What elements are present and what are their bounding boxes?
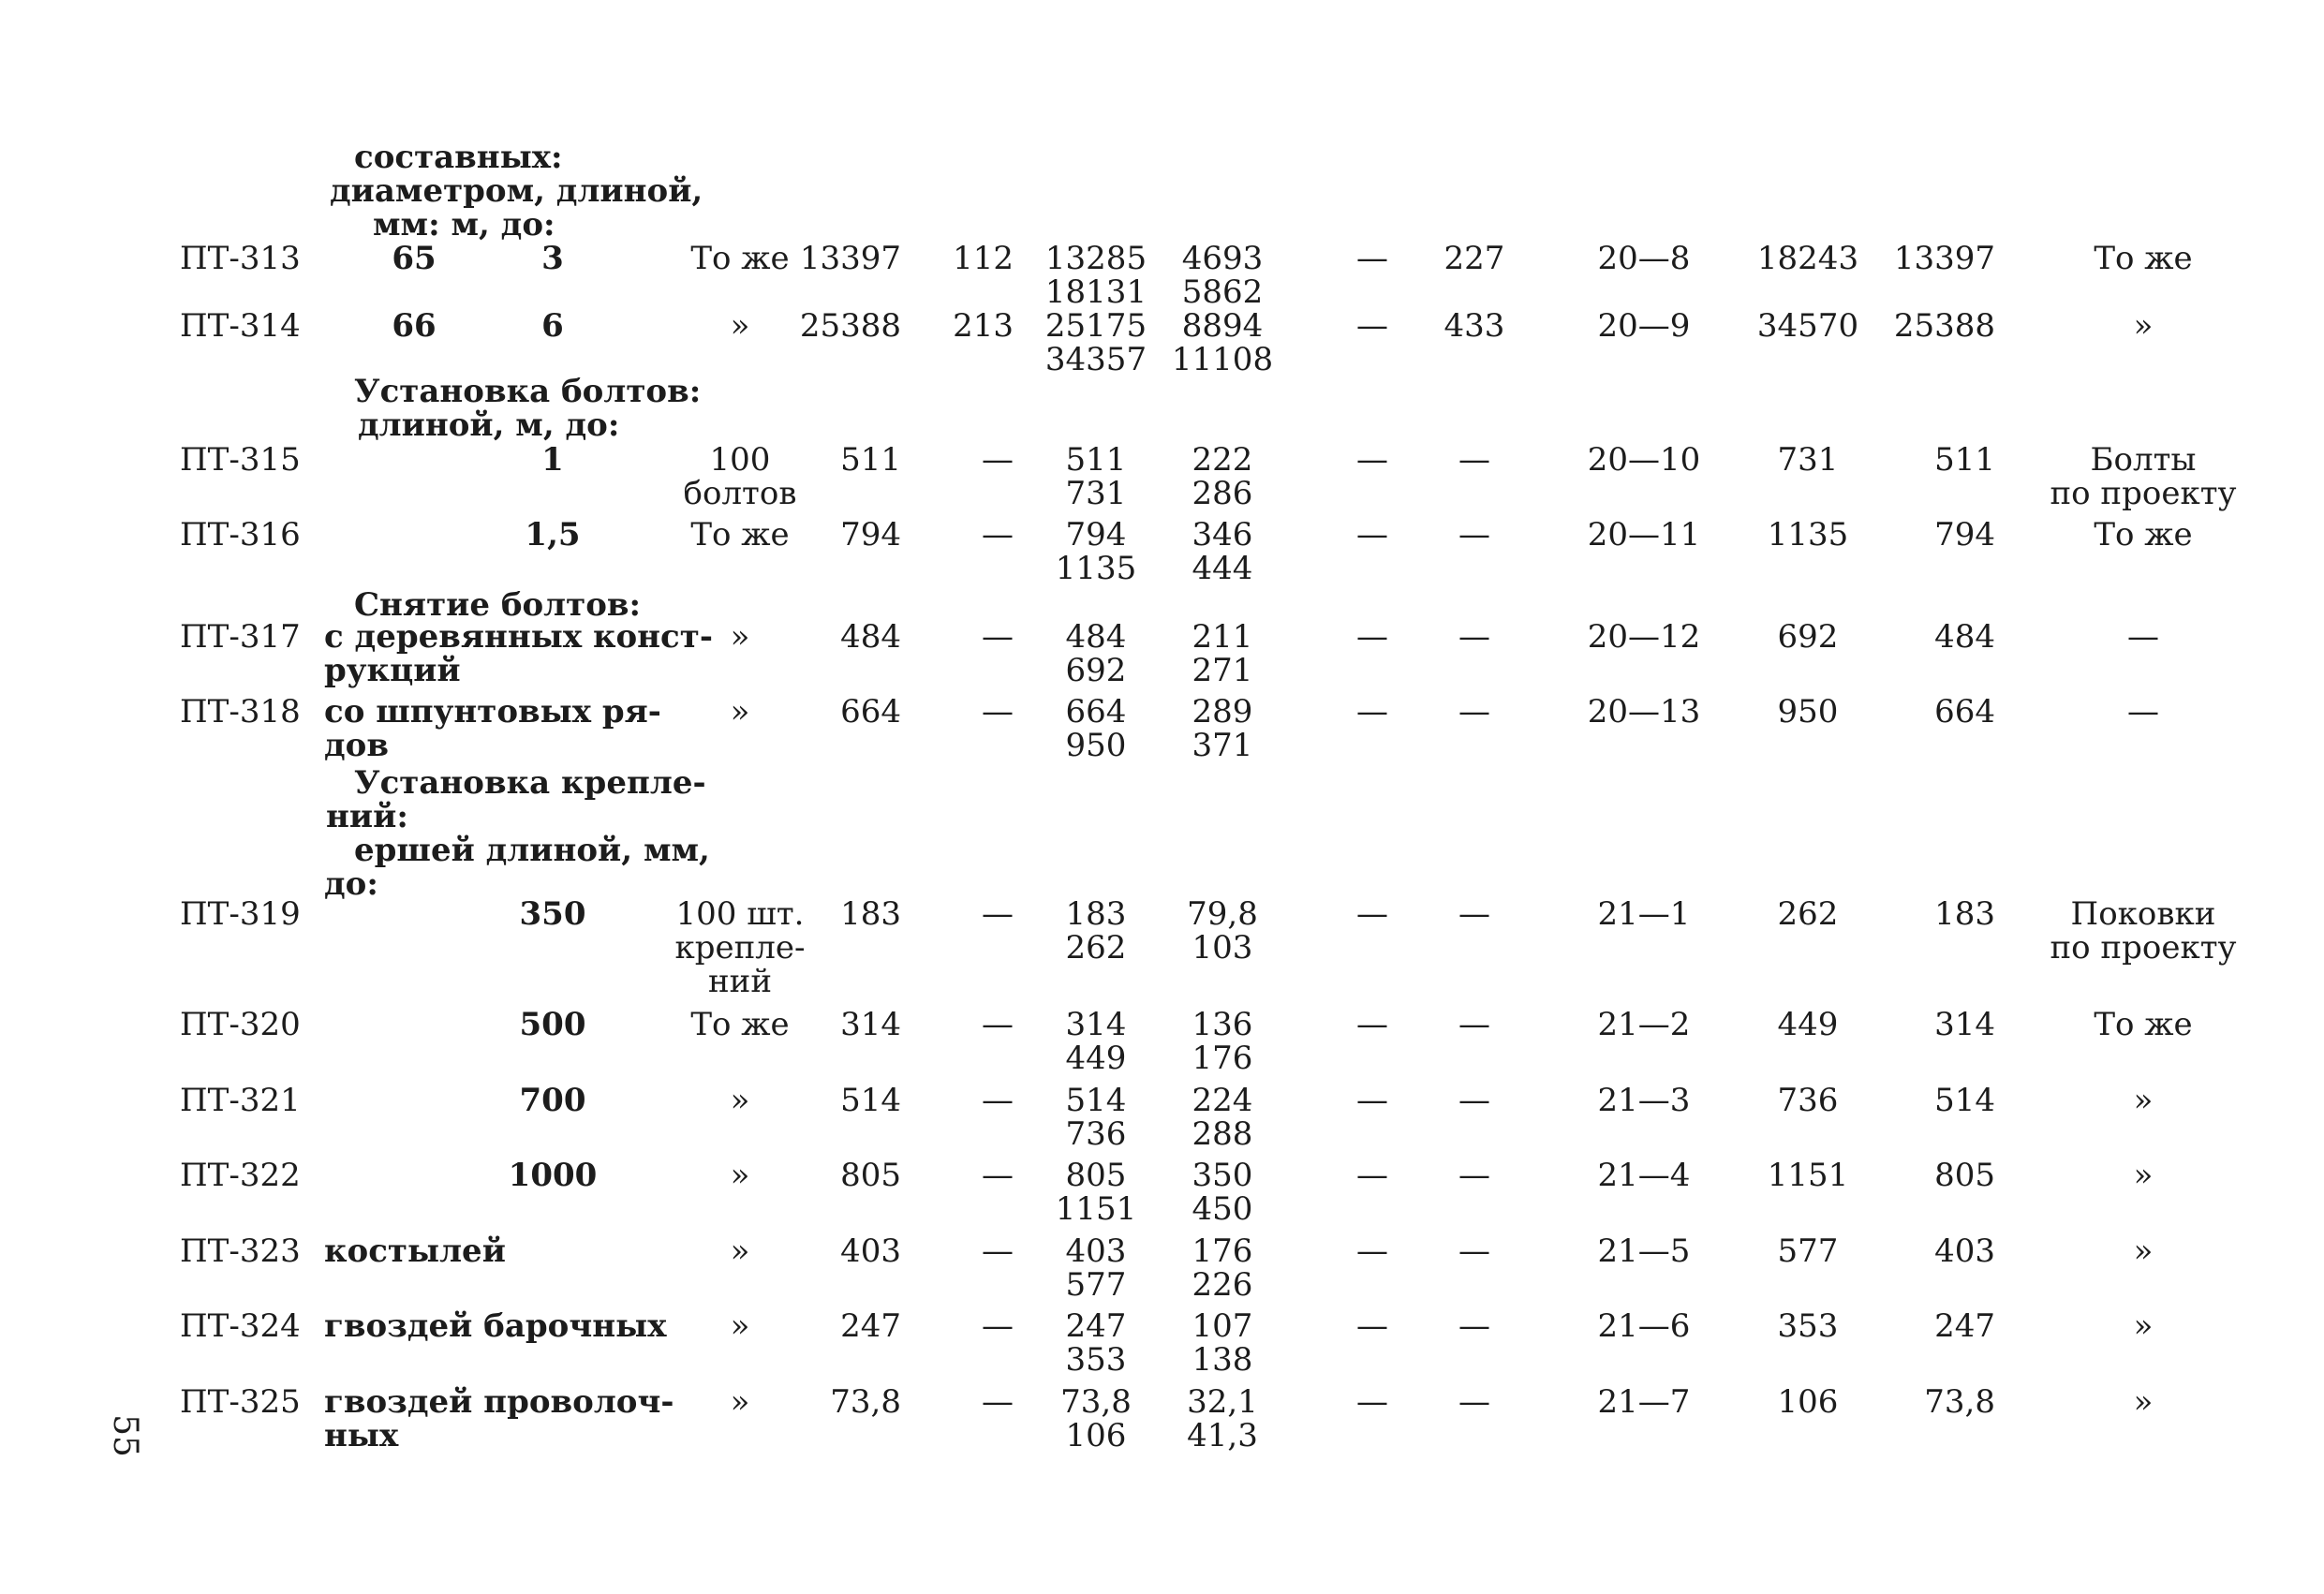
row-description: костылей <box>324 1232 506 1270</box>
size-value: 1 <box>541 441 564 479</box>
value-cell-v7: 449 <box>1777 1006 1839 1043</box>
row-code: ПТ-317 <box>180 618 301 656</box>
note-cell: — <box>2127 618 2159 656</box>
size-value: 500 <box>519 1006 586 1043</box>
value-cell-v4: 41,3 <box>1187 1417 1258 1454</box>
row-description: гвоздей барочных <box>324 1307 667 1345</box>
value-cell-v6: — <box>1458 1383 1490 1421</box>
value-cell-v4: 286 <box>1192 475 1253 512</box>
value-cell-v1: 314 <box>840 1006 901 1043</box>
value-cell-v3: 34357 <box>1044 341 1147 378</box>
value-cell-v2: — <box>982 618 1014 656</box>
value-cell-v8: 247 <box>1934 1307 1995 1345</box>
row-code: ПТ-313 <box>180 240 301 277</box>
value-cell-v8: 183 <box>1934 895 1995 933</box>
value-cell-v3: 731 <box>1065 475 1127 512</box>
value-cell-v5: — <box>1356 516 1388 553</box>
note-cell: » <box>2133 1232 2154 1270</box>
value-cell-v1: 13397 <box>799 240 901 277</box>
value-cell-v4: 271 <box>1192 652 1253 689</box>
value-cell-v8: 13397 <box>1893 240 1995 277</box>
note-cell: — <box>2127 693 2159 731</box>
value-cell-v7: 18243 <box>1756 240 1859 277</box>
value-cell-v4: 5862 <box>1181 273 1264 311</box>
unit-cell: » <box>730 1157 750 1194</box>
value-cell-v6: — <box>1458 1082 1490 1119</box>
note-cell: » <box>2133 1157 2154 1194</box>
unit-cell: » <box>730 1307 750 1345</box>
row-code: ПТ-325 <box>180 1383 301 1421</box>
unit-cell: То же <box>690 240 790 277</box>
value-cell-v3: 736 <box>1065 1115 1127 1153</box>
value-cell-v1: 183 <box>840 895 901 933</box>
value-cell-v8: 664 <box>1934 693 1995 731</box>
value-cell-v5: — <box>1356 441 1388 479</box>
value-cell-v4: 211 <box>1192 618 1253 656</box>
value-cell-v2: 213 <box>953 307 1014 345</box>
size-value: 1000 <box>508 1157 598 1194</box>
unit-cell: ний <box>708 963 772 1000</box>
value-cell-v6: — <box>1458 1006 1490 1043</box>
value-cell-v1: 794 <box>840 516 901 553</box>
note-cell: по проекту <box>2050 475 2237 512</box>
size-value: 350 <box>519 895 586 933</box>
value-cell-v5: — <box>1356 1006 1388 1043</box>
value-cell-ref: 21—2 <box>1597 1006 1691 1043</box>
value-cell-v5: — <box>1356 1232 1388 1270</box>
value-cell-v5: — <box>1356 307 1388 345</box>
value-cell-ref: 21—5 <box>1597 1232 1691 1270</box>
value-cell-v7: 577 <box>1777 1232 1839 1270</box>
value-cell-v8: 794 <box>1934 516 1995 553</box>
value-cell-v7: 1135 <box>1767 516 1849 553</box>
value-cell-v4: 289 <box>1192 693 1253 731</box>
value-cell-ref: 20—12 <box>1587 618 1701 656</box>
value-cell-v7: 950 <box>1777 693 1839 731</box>
row-description: со шпунтовых ря- <box>324 693 661 731</box>
section-header: до: <box>324 865 378 903</box>
value-cell-v1: 25388 <box>799 307 901 345</box>
value-cell-v2: 112 <box>953 240 1014 277</box>
value-cell-v4: 444 <box>1192 550 1253 587</box>
value-cell-v7: 731 <box>1777 441 1839 479</box>
value-cell-v6: 227 <box>1443 240 1505 277</box>
note-cell: » <box>2133 307 2154 345</box>
unit-cell: То же <box>690 1006 790 1043</box>
value-cell-v8: 314 <box>1934 1006 1995 1043</box>
value-cell-v3: 1135 <box>1055 550 1137 587</box>
value-cell-v4: 222 <box>1192 441 1253 479</box>
value-cell-v6: — <box>1458 516 1490 553</box>
note-cell: » <box>2133 1383 2154 1421</box>
row-description: гвоздей проволоч- <box>324 1383 674 1421</box>
value-cell-v5: — <box>1356 1307 1388 1345</box>
row-code: ПТ-316 <box>180 516 301 553</box>
row-code: ПТ-318 <box>180 693 301 731</box>
size-value: 6 <box>541 307 564 345</box>
value-cell-v2: — <box>982 895 1014 933</box>
unit-cell: » <box>730 1383 750 1421</box>
value-cell-v4: 32,1 <box>1187 1383 1258 1421</box>
value-cell-v1: 73,8 <box>830 1383 901 1421</box>
value-cell-v1: 514 <box>840 1082 901 1119</box>
value-cell-v4: 107 <box>1192 1307 1253 1345</box>
value-cell-v6: — <box>1458 441 1490 479</box>
value-cell-v5: — <box>1356 1383 1388 1421</box>
unit-cell: » <box>730 1082 750 1119</box>
value-cell-v2: — <box>982 1157 1014 1194</box>
row-code: ПТ-320 <box>180 1006 301 1043</box>
value-cell-v2: — <box>982 441 1014 479</box>
unit-cell: » <box>730 693 750 731</box>
row-code: ПТ-322 <box>180 1157 301 1194</box>
value-cell-v1: 484 <box>840 618 901 656</box>
value-cell-v6: — <box>1458 618 1490 656</box>
value-cell-v3: 484 <box>1065 618 1127 656</box>
value-cell-v3: 950 <box>1065 727 1127 764</box>
value-cell-v8: 484 <box>1934 618 1995 656</box>
size-value: 700 <box>519 1082 586 1119</box>
note-cell: по проекту <box>2050 929 2237 967</box>
value-cell-v4: 8894 <box>1181 307 1264 345</box>
value-cell-v3: 262 <box>1065 929 1127 967</box>
value-cell-v3: 664 <box>1065 693 1127 731</box>
section-header: ершей длиной, мм, <box>354 832 710 869</box>
value-cell-v6: — <box>1458 1157 1490 1194</box>
note-cell: Поковки <box>2070 895 2216 933</box>
value-cell-v4: 224 <box>1192 1082 1253 1119</box>
section-header: Установка крепле- <box>354 764 706 802</box>
value-cell-v3: 353 <box>1065 1341 1127 1379</box>
value-cell-ref: 21—4 <box>1597 1157 1691 1194</box>
value-cell-v3: 514 <box>1065 1082 1127 1119</box>
unit-cell: » <box>730 1232 750 1270</box>
value-cell-v4: 350 <box>1192 1157 1253 1194</box>
value-cell-v7: 692 <box>1777 618 1839 656</box>
unit-cell: болтов <box>683 475 797 512</box>
value-cell-v6: 433 <box>1443 307 1505 345</box>
value-cell-v6: — <box>1458 1307 1490 1345</box>
value-cell-v2: — <box>982 1082 1014 1119</box>
value-cell-v7: 353 <box>1777 1307 1839 1345</box>
value-cell-v8: 511 <box>1934 441 1995 479</box>
value-cell-v1: 511 <box>840 441 901 479</box>
value-cell-v3: 577 <box>1065 1266 1127 1304</box>
value-cell-v3: 794 <box>1065 516 1127 553</box>
note-cell: То же <box>2094 516 2193 553</box>
value-cell-v5: — <box>1356 895 1388 933</box>
value-cell-v3: 183 <box>1065 895 1127 933</box>
value-cell-v2: — <box>982 1006 1014 1043</box>
value-cell-v7: 262 <box>1777 895 1839 933</box>
value-cell-v2: — <box>982 693 1014 731</box>
value-cell-v1: 805 <box>840 1157 901 1194</box>
value-cell-ref: 21—7 <box>1597 1383 1691 1421</box>
value-cell-v4: 138 <box>1192 1341 1253 1379</box>
section-header: составных: <box>354 139 563 176</box>
value-cell-v4: 450 <box>1192 1190 1253 1228</box>
value-cell-v2: — <box>982 1232 1014 1270</box>
value-cell-v3: 692 <box>1065 652 1127 689</box>
value-cell-v6: — <box>1458 1232 1490 1270</box>
value-cell-v8: 805 <box>1934 1157 1995 1194</box>
value-cell-ref: 20—8 <box>1597 240 1691 277</box>
value-cell-v6: — <box>1458 693 1490 731</box>
value-cell-v5: — <box>1356 240 1388 277</box>
size-value: 3 <box>541 240 564 277</box>
section-header: ний: <box>326 798 408 835</box>
value-cell-v3: 13285 <box>1044 240 1147 277</box>
section-header: Снятие болтов: <box>354 586 642 624</box>
value-cell-v3: 106 <box>1065 1417 1127 1454</box>
value-cell-v3: 247 <box>1065 1307 1127 1345</box>
row-code: ПТ-324 <box>180 1307 301 1345</box>
value-cell-v8: 514 <box>1934 1082 1995 1119</box>
row-description: с деревянных конст- <box>324 618 713 656</box>
value-cell-ref: 20—11 <box>1587 516 1701 553</box>
value-cell-v4: 176 <box>1192 1040 1253 1077</box>
value-cell-v1: 664 <box>840 693 901 731</box>
note-cell: » <box>2133 1082 2154 1119</box>
value-cell-v8: 25388 <box>1893 307 1995 345</box>
value-cell-v2: — <box>982 1307 1014 1345</box>
section-header: диаметром, длиной, <box>330 172 703 210</box>
value-cell-ref: 20—10 <box>1587 441 1701 479</box>
section-header: Установка болтов: <box>354 373 702 410</box>
value-cell-v3: 314 <box>1065 1006 1127 1043</box>
row-code: ПТ-314 <box>180 307 301 345</box>
value-cell-v8: 403 <box>1934 1232 1995 1270</box>
value-cell-ref: 20—13 <box>1587 693 1701 731</box>
value-cell-v7: 106 <box>1777 1383 1839 1421</box>
unit-cell: » <box>730 307 750 345</box>
value-cell-v4: 136 <box>1192 1006 1253 1043</box>
note-cell: Болты <box>2090 441 2197 479</box>
diameter-value: 65 <box>392 240 437 277</box>
value-cell-v4: 288 <box>1192 1115 1253 1153</box>
value-cell-v6: — <box>1458 895 1490 933</box>
value-cell-v4: 176 <box>1192 1232 1253 1270</box>
value-cell-v3: 449 <box>1065 1040 1127 1077</box>
value-cell-v4: 346 <box>1192 516 1253 553</box>
value-cell-ref: 21—3 <box>1597 1082 1691 1119</box>
note-cell: » <box>2133 1307 2154 1345</box>
value-cell-v2: — <box>982 516 1014 553</box>
value-cell-ref: 21—6 <box>1597 1307 1691 1345</box>
size-value: 1,5 <box>525 516 581 553</box>
note-cell: То же <box>2094 1006 2193 1043</box>
unit-cell: То же <box>690 516 790 553</box>
row-code: ПТ-323 <box>180 1232 301 1270</box>
section-header: длиной, м, до: <box>358 406 620 444</box>
unit-cell: крепле- <box>674 929 806 967</box>
value-cell-v3: 18131 <box>1044 273 1147 311</box>
unit-cell: 100 шт. <box>675 895 805 933</box>
row-code: ПТ-315 <box>180 441 301 479</box>
row-code: ПТ-319 <box>180 895 301 933</box>
value-cell-v2: — <box>982 1383 1014 1421</box>
value-cell-v4: 11108 <box>1171 341 1274 378</box>
note-cell: То же <box>2094 240 2193 277</box>
section-header: мм: м, до: <box>373 206 555 244</box>
value-cell-v8: 73,8 <box>1924 1383 1995 1421</box>
row-description: рукций <box>324 652 461 689</box>
value-cell-v4: 79,8 <box>1187 895 1258 933</box>
value-cell-v5: — <box>1356 1082 1388 1119</box>
value-cell-ref: 20—9 <box>1597 307 1691 345</box>
value-cell-v4: 371 <box>1192 727 1253 764</box>
value-cell-v5: — <box>1356 1157 1388 1194</box>
unit-cell: » <box>730 618 750 656</box>
value-cell-v3: 805 <box>1065 1157 1127 1194</box>
value-cell-v5: — <box>1356 693 1388 731</box>
value-cell-v3: 403 <box>1065 1232 1127 1270</box>
row-description: дов <box>324 727 389 764</box>
value-cell-ref: 21—1 <box>1597 895 1691 933</box>
value-cell-v3: 25175 <box>1044 307 1147 345</box>
value-cell-v3: 511 <box>1065 441 1127 479</box>
value-cell-v3: 73,8 <box>1060 1383 1132 1421</box>
value-cell-v4: 4693 <box>1181 240 1264 277</box>
page-number: 55 <box>105 1414 144 1457</box>
value-cell-v5: — <box>1356 618 1388 656</box>
value-cell-v4: 226 <box>1192 1266 1253 1304</box>
value-cell-v7: 736 <box>1777 1082 1839 1119</box>
row-code: ПТ-321 <box>180 1082 301 1119</box>
value-cell-v3: 1151 <box>1055 1190 1137 1228</box>
row-description: ных <box>324 1417 399 1454</box>
value-cell-v1: 247 <box>840 1307 901 1345</box>
value-cell-v4: 103 <box>1192 929 1253 967</box>
diameter-value: 66 <box>392 307 437 345</box>
unit-cell: 100 <box>709 441 771 479</box>
value-cell-v7: 1151 <box>1767 1157 1849 1194</box>
value-cell-v1: 403 <box>840 1232 901 1270</box>
value-cell-v7: 34570 <box>1756 307 1859 345</box>
